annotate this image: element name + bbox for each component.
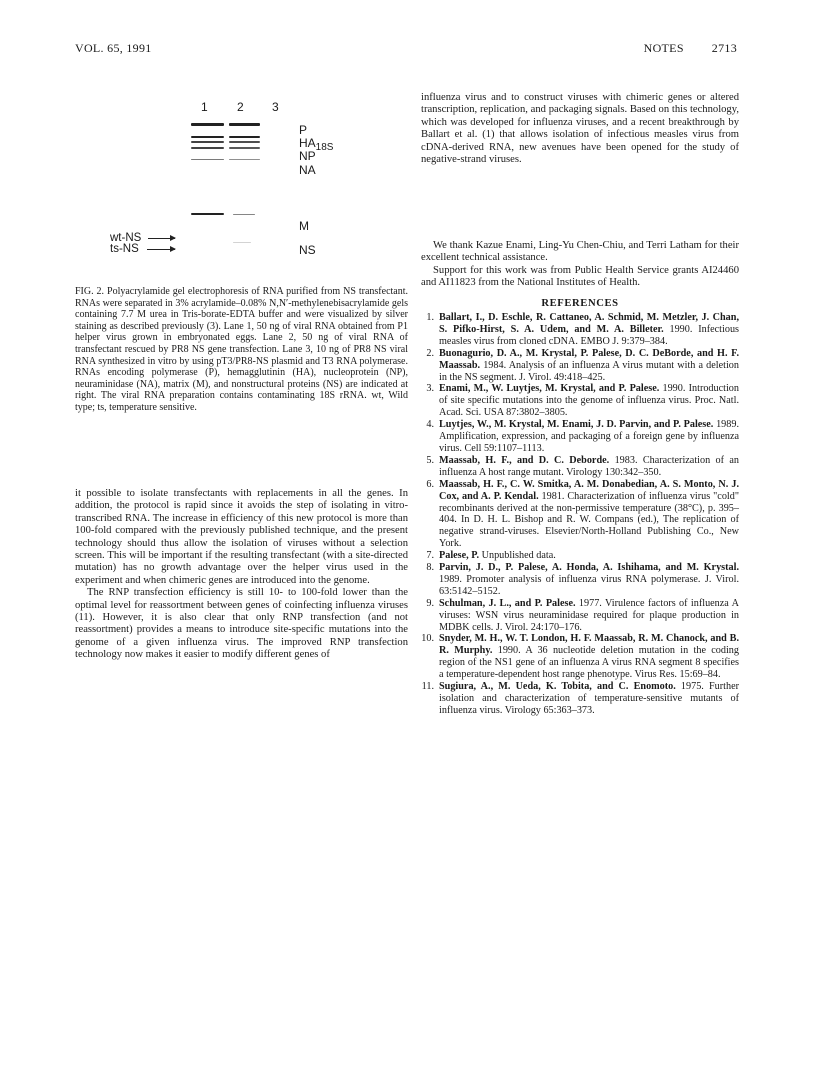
reference-item [421,419,739,455]
reference-item [421,312,739,348]
reference-details: 1990. Infectious measles virus from cloned cDNA. EMBO J. 9:379–384. [439,323,739,347]
left-column-body [75,488,408,662]
label-wt-ns: wt-NS [110,232,142,244]
page-number: 2713 [711,41,737,55]
reference-details: 1981. Characterization of influenza virus "cold" recombinants derived at the non-permissive temperature (38°C), p. 395–404. In D. H. L. Bishop and R. W. Compans (ed.), The replication of negative strand-viruses. Elsevier/North-Holland Publishing Co., New York. [439,490,739,550]
reference-number: 9. [426,597,434,609]
reference-authors: Maassab, H. F., C. W. Smitka, A. M. Donabedian, A. S. Monto, N. J. Cox, and A. P. Kendal. [439,478,739,502]
figure-caption [75,286,408,414]
reference-authors: Buonagurio, D. A., M. Krystal, P. Palese, D. C. DeBorde, and H. F. Maassab. [439,347,739,371]
reference-authors: Sugiura, A., M. Ueda, K. Tobita, and C. Enomoto. [439,681,676,693]
reference-list [421,312,739,717]
reference-number: 11. [421,681,434,693]
arrow-right-icon [147,249,175,250]
gel-band [229,136,260,138]
body-paragraph: The RNP transfection efficiency is still 10- to 100-fold lower than the optimal level for reassortment between genes of coinfecting influenza viruses (11). However, it is also clear that only RNP transfection (and not reassortment) provides a means to introduce site-specific mutations into the genome of a given influenza virus. The improved RNP transfection technology now makes it easier to modify different genes of [75,587,408,661]
reference-number: 4. [426,419,434,431]
reference-authors: Luytjes, W., M. Krystal, M. Enami, J. D. Parvin, and P. Palese. [439,419,714,431]
gel-band [191,159,224,160]
reference-item [421,479,739,550]
reference-number: 7. [426,550,434,562]
reference-authors: Maassab, H. F., and D. C. Deborde. [439,454,610,466]
label-ts-ns: ts-NS [110,243,139,255]
reference-number: 8. [426,562,434,574]
reference-authors: Ballart, I., D. Eschle, R. Cattaneo, A. Schmid, M. Metzler, J. Chan, S. Pifko-Hirst, S. A. Udem, and M. A. Billeter. [439,312,739,335]
acknowledgments [421,240,739,290]
journal-volume: VOL. 65, 1991 [75,41,152,55]
gel-figure [75,92,408,282]
section-name: NOTES [643,41,684,55]
gel-band [229,147,260,149]
label-18s: 18S [315,142,334,153]
reference-details: 1990. A 36 nucleotide deletion mutation in the coding region of the NS1 gene of an influenza A virus RNA segment 8 specifies a temperature-dependent host range phenotype. Virus Res. 15:69–84. [439,645,739,681]
reference-number: 10. [421,633,434,645]
reference-details: 1989. Amplification, expression, and packaging of a foreign gene by influenza virus. Cell 59:1107–1113. [439,419,740,454]
gel-band [191,147,224,149]
reference-details: 1989. Promoter analysis of influenza virus RNA polymerase. J. Virol. 63:5142–5152. [439,573,739,597]
funding-paragraph: Support for this work was from Public Health Service grants AI24460 and AI11823 from the National Institutes of Health. [421,264,739,289]
arrow-right-icon [148,238,175,239]
body-paragraph: influenza virus and to construct viruses with chimeric genes or altered transcription, replication, and packaging signals. Based on this technology, which was developed for influenza viruses, and a recent breakthrough by Ballart et al. (1) that allows isolation of infectious measles virus from cDNA-derived RNA, new avenues have been opened for the study of negative-strand viruses. [421,92,739,166]
reference-details: 1984. Analysis of an influenza A virus mutant with a deletion in the NS segment. J. Virol. 49:418–425. [439,359,739,383]
reference-item [421,383,739,419]
reference-item [421,550,739,562]
reference-item [421,598,739,634]
reference-item [421,633,739,681]
page-header-right [616,41,737,56]
gel-band [233,242,251,243]
reference-item [421,562,739,598]
gel-band [191,136,224,138]
gel-band [229,159,260,160]
right-column-body [421,92,739,166]
references-heading: REFERENCES [541,298,619,309]
reference-details: Unpublished data. [479,550,556,562]
label-np: NP [299,149,316,163]
label-na: NA [299,163,316,177]
reference-details: 1977. Virulence factors of influenza A viruses: WSN virus neuraminidase required for plaque production in MDBK cells. J. Virol. 24:170–176. [439,597,739,633]
reference-number: 2. [426,347,434,359]
gel-band [229,123,260,126]
lane-number-2: 2 [237,100,244,114]
reference-authors: Snyder, M. H., W. T. London, H. F. Maassab, R. M. Chanock, and B. R. Murphy. [439,633,739,657]
figure-caption-text: FIG. 2. Polyacrylamide gel electrophoresis of RNA purified from NS transfectant. RNAs were separated in 3% acrylamide–0.08% N,N′-methylenebisacrylamide gels containing 7.7 M urea in Tris-borate-EDTA buffer and were visualized by silver staining as described previously (3). Lane 1, 50 ng of viral RNA obtained from P1 helper virus grown in embryonated eggs. Lane 2, 50 ng of viral RNA of transfectant rescued by PR8 NS gene transfection. Lane 3, 10 ng of PR8 NS viral RNA synthesized in vitro by using pT3/PR8-NS plasmid and T3 RNA polymerase. RNAs encoding polymerase (P), hemagglutinin (HA), nucleoprotein (NP), neuraminidase (NA), matrix (M), and nonstructural proteins (NS) are indicated at right. The viral RNA preparation contains contaminating 18S rRNA. wt, Wild type; ts, temperature sensitive. [75,286,408,413]
reference-authors: Parvin, J. D., P. Palese, A. Honda, A. Ishihama, and M. Krystal. [439,562,739,574]
reference-item [421,455,739,479]
reference-number: 5. [426,454,434,466]
label-ns: NS [299,243,316,257]
reference-authors: Palese, P. [439,550,480,562]
reference-number: 1. [426,312,434,323]
label-m: M [299,219,309,233]
reference-authors: Schulman, J. L., and P. Palese. [439,597,576,609]
gel-band [191,141,224,143]
reference-number: 6. [426,478,434,490]
acknowledgment-paragraph: We thank Kazue Enami, Ling-Yu Chen-Chiu, and Terri Latham for their excellent technical assistance. [421,240,739,264]
label-ha-text: HA [299,136,316,150]
lane-number-1: 1 [201,100,208,114]
reference-item [421,681,739,717]
gel-band [229,141,260,143]
reference-details: 1990. Introduction of site specific mutations into the genome of influenza virus. Proc. Natl. Acad. Sci. USA 87:3802–3805. [439,383,739,419]
body-paragraph: it possible to isolate transfectants with replacements in all the genes. In addition, the protocol is rapid since it avoids the step of isolating in vitro-transcribed RNA. The increase in efficiency of this new protocol is more than 100-fold compared with the previously published technique, and the present technology should thus allow the isolation of viruses without a selection screen. This will be important if the resulting transfectant (with a site-directed mutation) has no growth advantage over the helper virus used in the experiment and when chimeric genes are introduced into the genome. [75,488,408,586]
gel-band [191,123,224,126]
gel-band [233,214,255,215]
reference-authors: Enami, M., W. Luytjes, M. Krystal, and P. Palese. [439,383,660,395]
reference-item [421,348,739,384]
label-p: P [299,123,308,137]
lane-number-3: 3 [272,100,279,114]
reference-details: 1983. Characterization of an influenza A host range mutant. Virology 130:342–350. [439,454,739,478]
reference-number: 3. [426,383,434,395]
gel-band [191,213,224,215]
reference-details: 1975. Further isolation and characterization of temperature-sensitive mutants of influenza virus. Virology 65:363–373. [439,681,739,716]
